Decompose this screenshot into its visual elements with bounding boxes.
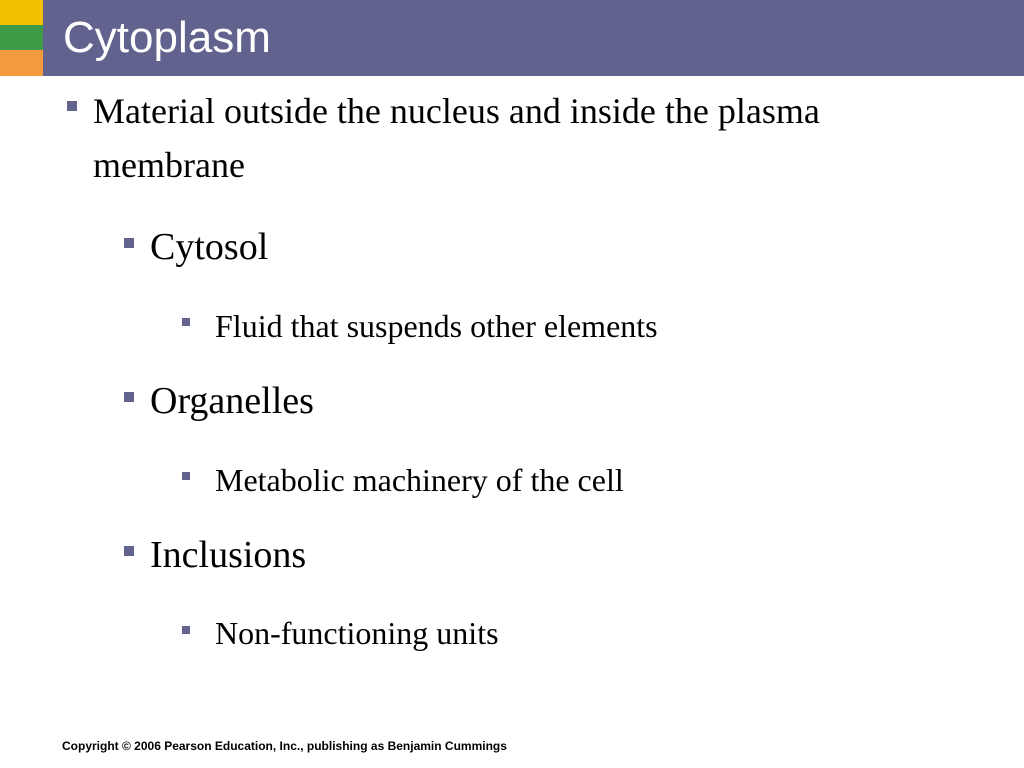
bullet-cytosol: Cytosol (150, 226, 269, 268)
bullet-organelles-detail: Metabolic machinery of the cell (215, 462, 624, 498)
slide-title: Cytoplasm (63, 13, 271, 62)
accent-block-yellow (0, 0, 43, 25)
square-bullet-icon (124, 392, 134, 402)
square-bullet-icon (182, 472, 190, 480)
bullet-inclusions-detail: Non-functioning units (215, 615, 499, 651)
bullet-main: Material outside the nucleus and inside the plasma membrane (93, 91, 820, 185)
bullet-inclusions: Inclusions (150, 534, 307, 576)
bullet-cytosol-detail: Fluid that suspends other elements (215, 308, 658, 344)
square-bullet-icon (182, 318, 190, 326)
square-bullet-icon (124, 546, 134, 556)
square-bullet-icon (182, 626, 190, 634)
accent-block-orange (0, 50, 43, 76)
square-bullet-icon (67, 101, 77, 111)
accent-block-green (0, 25, 43, 50)
copyright-footer: Copyright © 2006 Pearson Education, Inc., publishing as Benjamin Cummings (62, 739, 507, 753)
bullet-organelles: Organelles (150, 380, 314, 422)
square-bullet-icon (124, 238, 134, 248)
